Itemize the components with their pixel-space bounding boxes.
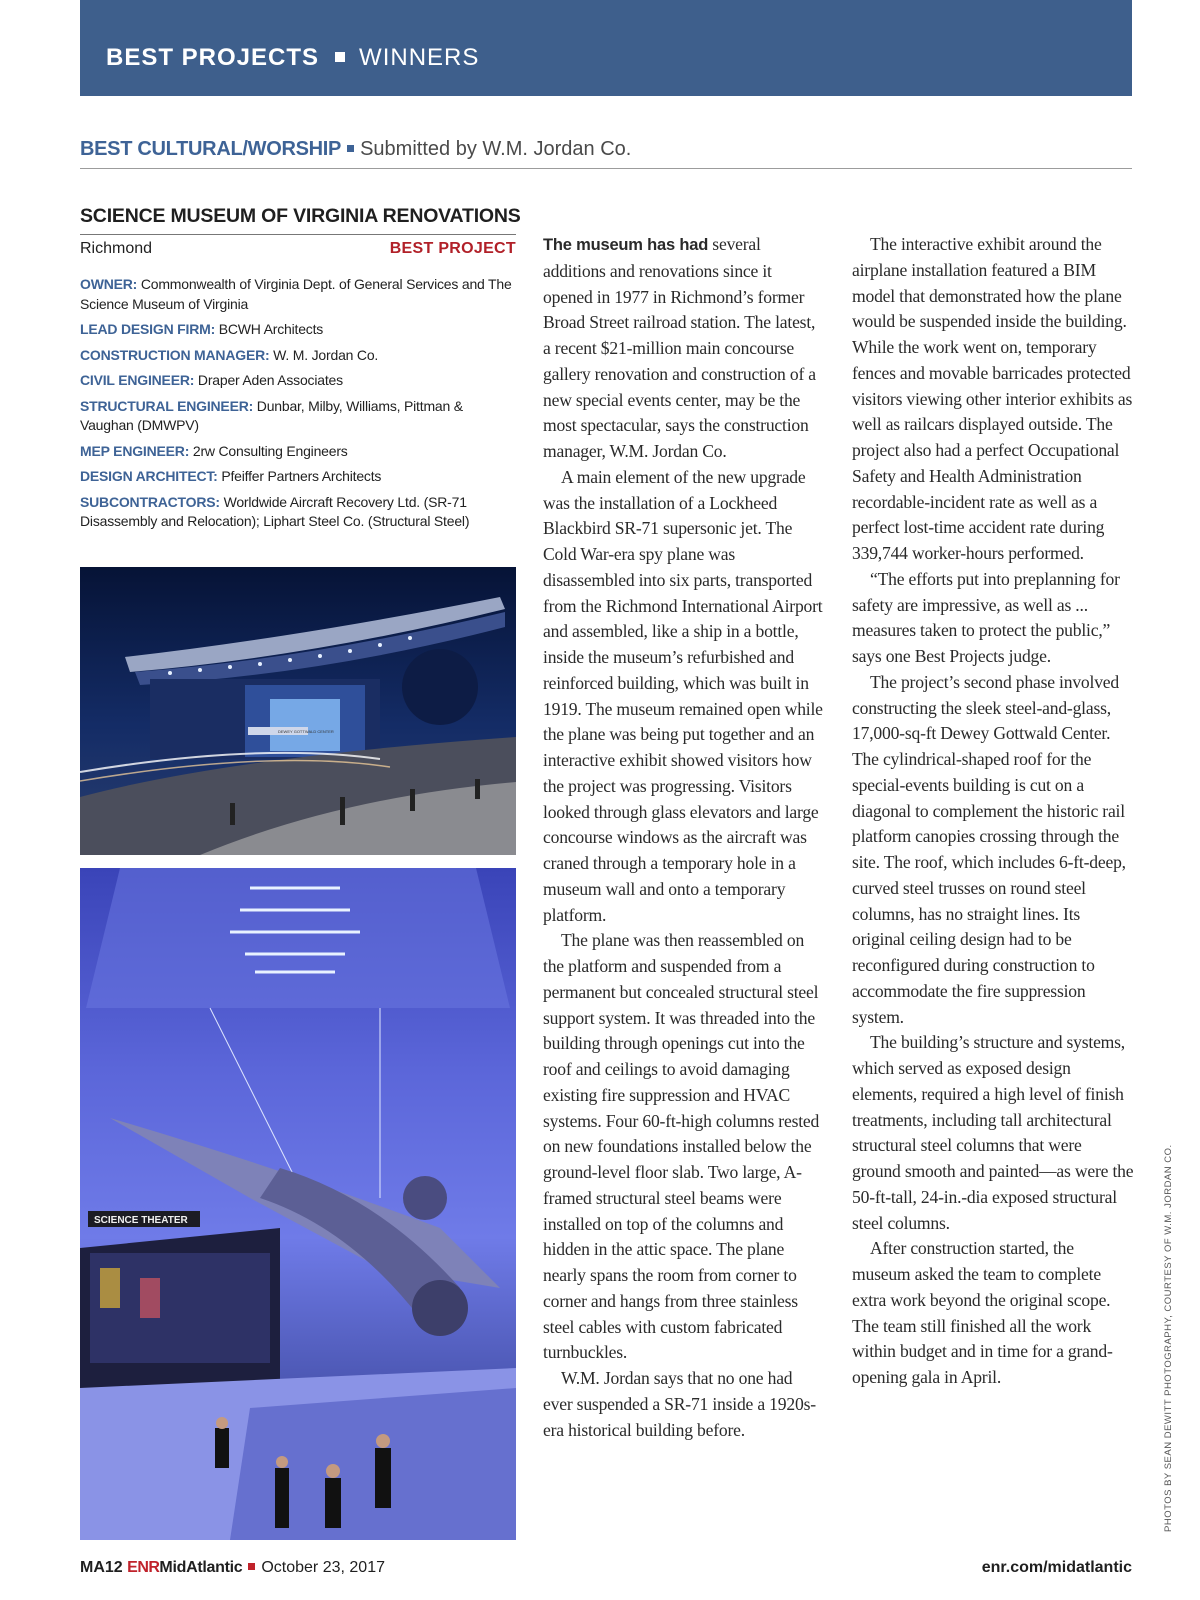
article-paragraph-6: “The efforts put into preplanning for safety are impressive, as well as ... measures taken to protect the public,” says one Best Projects judge. — [852, 568, 1120, 666]
article-paragraph-7: The project’s second phase involved constructing the sleek steel-and-glass, 17,000-sq-ft Dewey Gottwald Center. The cylindrical-shaped roof for the special-events building is cut on a diagonal to complement the historic rail platform canopies crossing through the site. The roof, which includes 6-ft-deep, curved steel trusses on round steel columns, has no straight lines. Its original ceiling design had to be reconfigured during construction to accommodate the fire suppression system. — [852, 671, 1126, 1027]
science-theater-sign: SCIENCE THEATER — [94, 1215, 188, 1226]
category-name: BEST CULTURAL/WORSHIP — [80, 138, 342, 160]
category-line — [80, 138, 631, 161]
project-location: Richmond — [80, 240, 153, 257]
submitted-by: Submitted by W.M. Jordan Co. — [360, 138, 632, 160]
exterior-night-photo — [80, 567, 516, 855]
article-paragraph-2: A main element of the new upgrade was the installation of a Lockheed Blackbird SR-71 supersonic jet. The Cold War-era spy plane was disassembled into six parts, transported from the Richmond International Airport and assembled, like a ship in a bottle, inside the museum’s refurbished and reinforced building, which was built in 1919. The museum remained open while the plane was being put together and an interactive exhibit showed visitors how the project was progressing. Visitors looked through glass elevators and large concourse windows as the aircraft was craned through a temporary hole in a museum wall and onto a temporary platform. — [543, 466, 823, 925]
credit-structural-engineer: STRUCTURAL ENGINEER: Dunbar, Milby, Williams, Pittman & Vaughan (DMWPV) — [80, 397, 463, 433]
footer-square-icon — [248, 1563, 255, 1570]
brand-enr: ENR — [127, 1559, 160, 1576]
category-divider — [80, 168, 1132, 169]
credit-civil-engineer: CIVIL ENGINEER: Draper Aden Associates — [80, 372, 343, 388]
footer-url: enr.com/midatlantic — [981, 1559, 1132, 1576]
project-title: SCIENCE MUSEUM OF VIRGINIA RENOVATIONS — [80, 205, 521, 227]
banner-text — [106, 44, 479, 72]
credit-mep-engineer: MEP ENGINEER: 2rw Consulting Engineers — [80, 442, 348, 459]
credit-subcontractors: SUBCONTRACTORS: Worldwide Aircraft Recovery Ltd. (SR-71 Disassembly and Relocation); Liphart Steel Co. (Structural Steel) — [80, 493, 470, 529]
separator-square-icon — [335, 52, 345, 62]
article-column-2 — [852, 232, 1134, 1391]
section-title: BEST PROJECTS — [106, 44, 320, 71]
photo-credit: PHOTOS BY SEAN DEWITT PHOTOGRAPHY, COURTESY OF W.M. JORDAN CO. — [1163, 1144, 1174, 1532]
title-divider — [80, 234, 516, 235]
section-banner — [80, 0, 1132, 96]
article-paragraph-5: The interactive exhibit around the airplane installation featured a BIM model that demonstrated how the plane would be suspended inside the building. While the work went on, temporary fences and movable barricades protected visitors viewing other interior exhibits as well as railcars displayed outside. The project also had a perfect Occupational Safety and Health Administration recordable-incident rate as well as a perfect lost-time accident rate during 339,744 worker-hours performed. — [852, 234, 1133, 563]
exterior-building-sign: DEWEY GOTTWALD CENTER — [278, 729, 334, 734]
category-square-icon — [347, 145, 354, 152]
brand-midatlantic: MidAtlantic — [159, 1559, 243, 1576]
page-number: MA12 — [80, 1559, 123, 1576]
credit-lead-design-firm: LEAD DESIGN FIRM: BCWH Architects — [80, 321, 324, 337]
lead-in: The museum has had — [543, 236, 709, 254]
article-paragraph-4: W.M. Jordan says that no one had ever suspended a SR-71 inside a 1920s-era historical building before. — [543, 1368, 816, 1440]
article-paragraph-8: The building’s structure and systems, which served as exposed design elements, required a high level of finish treatments, including tall architectural structural steel columns that were ground smooth and painted—as were the 50-ft-tall, 24-in.-dia exposed structural steel columns. — [852, 1032, 1134, 1233]
article-paragraph-9: After construction started, the museum asked the team to complete extra work beyond the original scope. The team still finished all the work within budget and in time for a grand-opening gala in April. — [852, 1238, 1113, 1387]
project-credits — [80, 275, 520, 538]
article-column-1 — [543, 232, 825, 1443]
best-project-badge: BEST PROJECT — [389, 240, 516, 257]
issue-date: October 23, 2017 — [261, 1559, 385, 1576]
section-subtitle: WINNERS — [359, 44, 480, 71]
interior-sr71-photo — [80, 868, 516, 1540]
article-paragraph-3: The plane was then reassembled on the platform and suspended from a permanent but concealed structural steel support system. It was threaded into the building through openings cut into the roof and ceilings to avoid damaging existing fire suppression and HVAC systems. Four 60-ft-high columns rested on new foundations installed below the ground-level floor slab. Two large, A-framed structural steel beams were installed on top of the columns and hidden in the attic space. The plane nearly spans the room from corner to corner and hangs from three stainless steel cables with custom fabricated turnbuckles. — [543, 930, 820, 1363]
credit-owner: OWNER: Commonwealth of Virginia Dept. of General Services and The Science Museum of Virginia — [80, 276, 512, 312]
footer-folio — [80, 1559, 385, 1577]
article-paragraph-1: The museum has had several additions and renovations since it opened in 1977 in Richmond’s former Broad Street railroad station. The latest, a recent $21-million main concourse gallery renovation and construction of a new special events center, may be the most spectacular, says the construction manager, W.M. Jordan Co. — [543, 234, 816, 461]
credit-construction-manager: CONSTRUCTION MANAGER: W. M. Jordan Co. — [80, 346, 379, 363]
credit-design-architect: DESIGN ARCHITECT: Pfeiffer Partners Architects — [80, 468, 382, 484]
